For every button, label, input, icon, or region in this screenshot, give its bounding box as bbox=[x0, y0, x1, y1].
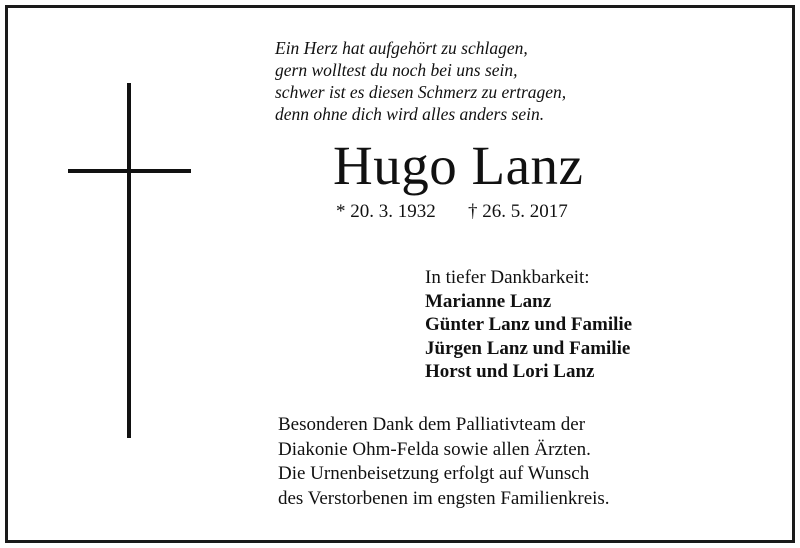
mourners-block bbox=[425, 266, 632, 384]
mourner-name: Marianne Lanz bbox=[425, 290, 552, 312]
poem-line: schwer ist es diesen Schmerz zu ertragen, bbox=[275, 82, 567, 102]
thanks-note bbox=[278, 413, 610, 511]
mourner-name: Jürgen Lanz und Familie bbox=[425, 337, 631, 359]
poem-line: Ein Herz hat aufgehört zu schlagen, bbox=[275, 38, 528, 58]
mourners-intro: In tiefer Dankbarkeit: bbox=[425, 267, 590, 288]
cross-vertical-beam bbox=[127, 83, 131, 438]
cross-horizontal-beam bbox=[68, 169, 191, 173]
thanks-line: Besonderen Dank dem Palliativteam der bbox=[278, 414, 586, 435]
mourner-name: Günter Lanz und Familie bbox=[425, 314, 633, 335]
birth-date: * 20. 3. 1932 bbox=[336, 201, 436, 222]
mourner-name: Horst und Lori Lanz bbox=[425, 361, 595, 382]
poem-line: denn ohne dich wird alles anders sein. bbox=[275, 104, 545, 124]
poem-line: gern wolltest du noch bei uns sein, bbox=[275, 60, 518, 80]
thanks-line: des Verstorbenen im engsten Familienkreis. bbox=[278, 487, 610, 509]
memorial-poem bbox=[275, 37, 566, 125]
deceased-name: Hugo Lanz bbox=[333, 135, 584, 196]
death-date: † 26. 5. 2017 bbox=[468, 201, 568, 222]
thanks-line: Diakonie Ohm-Felda sowie allen Ärzten. bbox=[278, 438, 591, 460]
thanks-line: Die Urnenbeisetzung erfolgt auf Wunsch bbox=[278, 463, 590, 484]
